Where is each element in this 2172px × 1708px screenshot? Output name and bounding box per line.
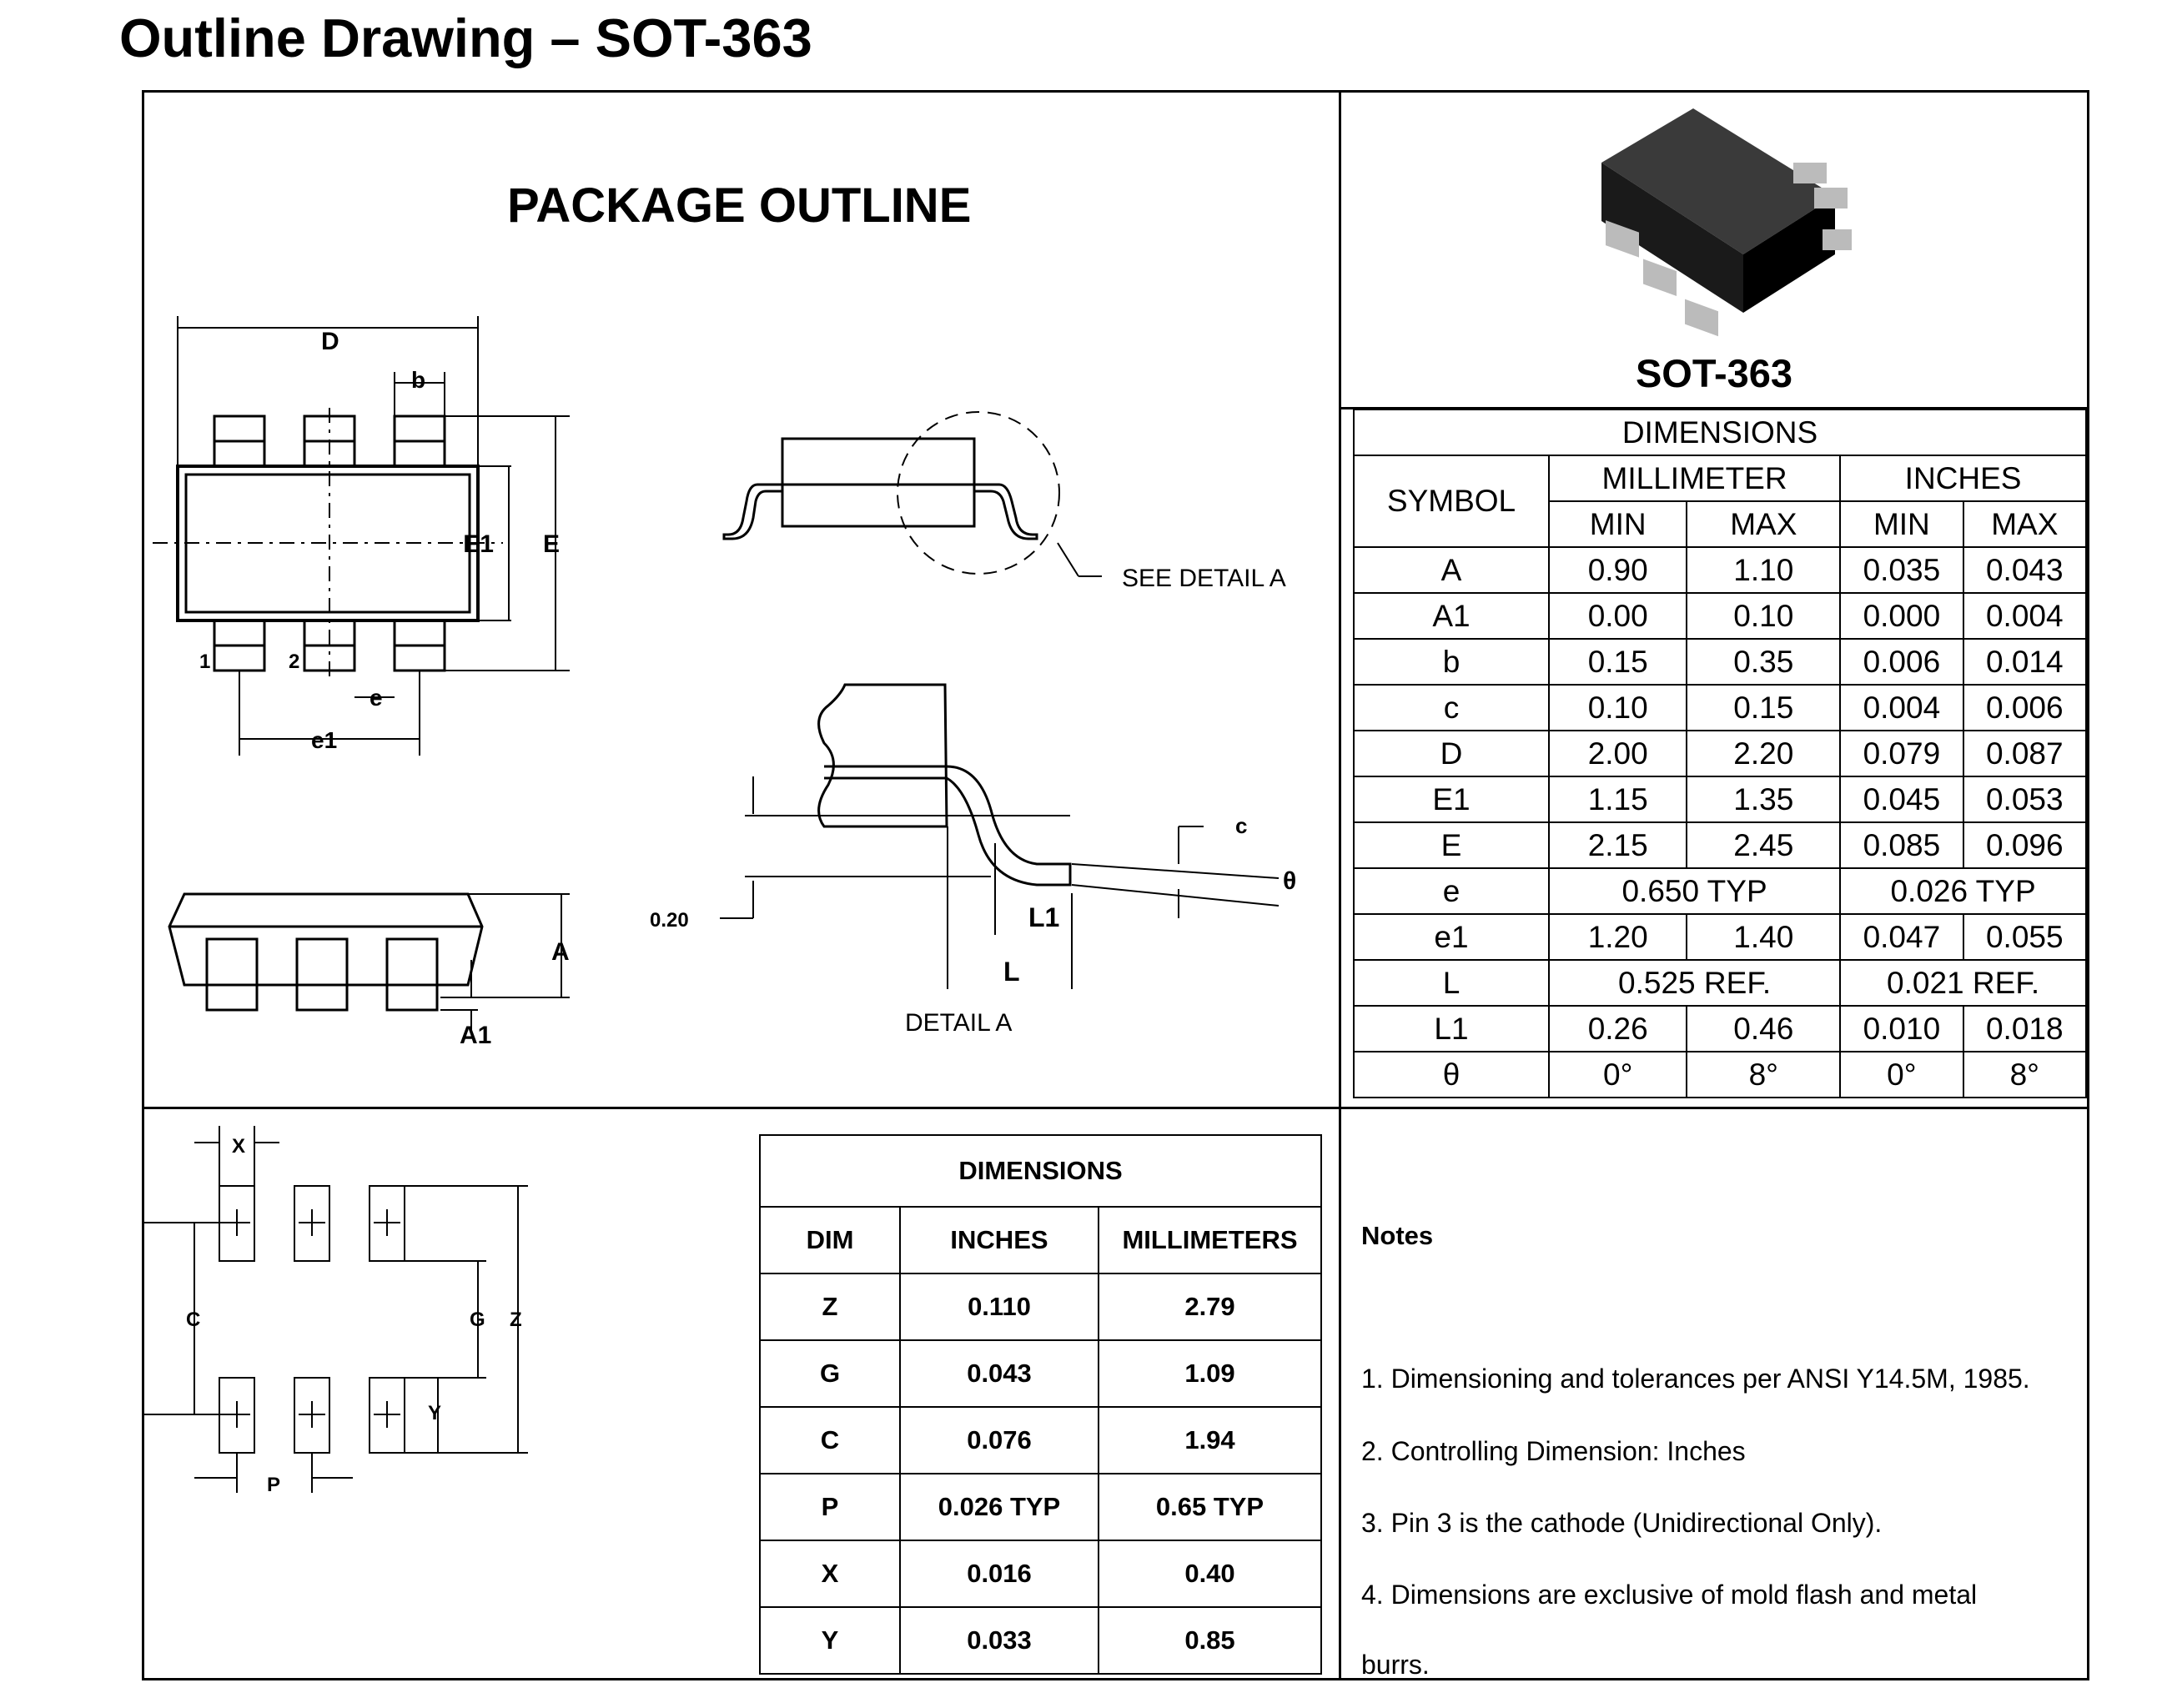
note-4: 4. Dimensions are exclusive of mold flash and metal: [1361, 1580, 1978, 1610]
table-row: e 0.650 TYP 0.026 TYP: [1354, 868, 2086, 914]
mm-header: MILLIMETER: [1549, 455, 1840, 501]
package-name: SOT-363: [1635, 351, 1793, 395]
dimensions-table: [1353, 409, 2087, 1098]
land-label-X: X: [232, 1135, 246, 1158]
note-1: 1. Dimensioning and tolerances per ANSI Y14.5M, 1985.: [1361, 1364, 2030, 1394]
page-title: Outline Drawing – SOT-363: [119, 8, 812, 68]
table-row: L1 0.26 0.46 0.010 0.018: [1354, 1006, 2086, 1052]
table-row: E1 1.15 1.35 0.045 0.053: [1354, 776, 2086, 822]
symbol-header: SYMBOL: [1354, 455, 1549, 547]
notes-title: Notes: [1361, 1221, 1434, 1250]
land-label-G: G: [470, 1309, 485, 1331]
label-L: L: [1003, 957, 1020, 987]
dimensions-title: DIMENSIONS: [1354, 409, 2086, 455]
land-label-P: P: [267, 1474, 281, 1496]
detail-a: [720, 685, 1279, 989]
label-pin2: 2: [289, 651, 300, 673]
in-min-header: MIN: [1840, 501, 1963, 547]
table-row: A1 0.00 0.10 0.000 0.004: [1354, 593, 2086, 639]
side-profile: [724, 412, 1102, 576]
land-table-title: DIMENSIONS: [760, 1135, 1321, 1207]
label-pin1: 1: [199, 651, 211, 673]
note-2: 2. Controlling Dimension: Inches: [1361, 1436, 1746, 1466]
land-dimensions-table: DIMENSIONS DIM INCHES MILLIMETERS Z 0.110 2.79 G 0.043 1.09 C 0.076 1.94 P 0.026 TYP 0.65 TYP X 0.016 0.40 Y 0.033 0.85: [759, 1134, 1322, 1675]
label-b: b: [411, 367, 426, 393]
package-3d-image: [1585, 104, 1852, 338]
table-row: b 0.15 0.35 0.006 0.014: [1354, 639, 2086, 685]
table-row: E 2.15 2.45 0.085 0.096: [1354, 822, 2086, 868]
label-theta: θ: [1283, 867, 1297, 895]
table-row: X 0.016 0.40: [760, 1540, 1321, 1607]
in-header: INCHES: [1840, 455, 2086, 501]
package-outline-title: PACKAGE OUTLINE: [507, 178, 972, 233]
mm-max-header: MAX: [1687, 501, 1840, 547]
table-row: D 2.00 2.20 0.079 0.087: [1354, 731, 2086, 776]
package-outline-drawing: [144, 93, 1337, 1105]
table-row: c 0.10 0.15 0.004 0.006: [1354, 685, 2086, 731]
table-row: θ 0° 8° 0° 8°: [1354, 1052, 2086, 1098]
label-E: E: [543, 530, 561, 558]
table-row: P 0.026 TYP 0.65 TYP: [760, 1474, 1321, 1540]
table-row: e1 1.20 1.40 0.047 0.055: [1354, 914, 2086, 960]
mm-min-header: MIN: [1549, 501, 1687, 547]
land-label-Z: Z: [510, 1309, 522, 1331]
frame-vertical-divider: [1339, 90, 1341, 1680]
label-gauge: 0.20: [650, 909, 689, 932]
label-L1: L1: [1028, 902, 1060, 932]
label-A1: A1: [460, 1022, 492, 1049]
table-row: Y 0.033 0.85: [760, 1607, 1321, 1674]
label-c: c: [1235, 813, 1248, 838]
note-4-continued: burrs.: [1361, 1650, 1430, 1680]
table-row: C 0.076 1.94: [760, 1407, 1321, 1474]
table-row: A 0.90 1.10 0.035 0.043: [1354, 547, 2086, 593]
land-label-Y: Y: [428, 1402, 442, 1424]
side-view: [169, 894, 570, 1031]
table-row: L 0.525 REF. 0.021 REF.: [1354, 960, 2086, 1006]
label-A: A: [551, 938, 570, 966]
label-detail: DETAIL A: [905, 1009, 1013, 1037]
table-row: G 0.043 1.09: [760, 1340, 1321, 1407]
top-view: [153, 316, 570, 756]
label-e1: e1: [311, 727, 338, 753]
label-see-detail: SEE DETAIL A: [1122, 565, 1286, 592]
note-3: 3. Pin 3 is the cathode (Unidirectional Only).: [1361, 1508, 1883, 1538]
label-e: e: [370, 685, 383, 711]
label-D: D: [321, 328, 339, 355]
land-label-C: C: [186, 1309, 201, 1331]
label-E1: E1: [463, 530, 494, 558]
in-max-header: MAX: [1963, 501, 2086, 547]
land-pattern-drawing: [144, 1109, 578, 1526]
table-row: Z 0.110 2.79: [760, 1273, 1321, 1340]
